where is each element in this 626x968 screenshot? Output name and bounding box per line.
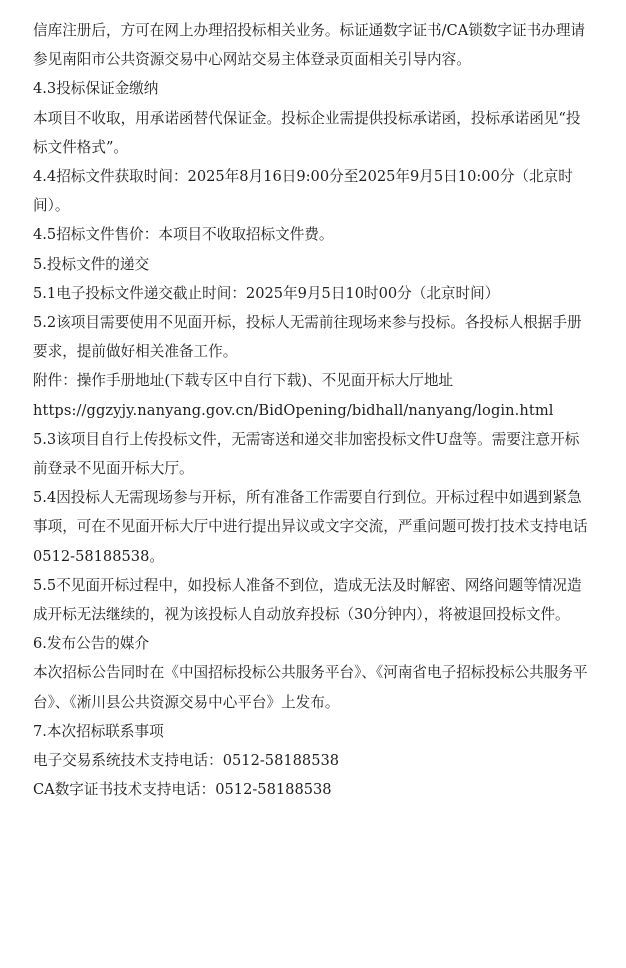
paragraph-5-1-deadline: 5.1电子投标文件递交截止时间：2025年9月5日10时00分（北京时间） [33, 284, 500, 302]
bid-hall-url-link[interactable]: https://ggzyjy.nanyang.gov.cn/BidOpening/bidhall/nanyang/login.html [33, 401, 554, 419]
contact-ca-certificate-support: CA数字证书技术支持电话：0512-58188538 [33, 781, 332, 799]
heading-6-media: 6.发布公告的媒介 [33, 635, 150, 653]
paragraph-bid-bond-commitment: 本项目不收取，用承诺函替代保证金。投标企业需提供投标承诺函，投标承诺函见“投标文件格式”。 [33, 109, 581, 156]
paragraph-5-2-remote-opening: 5.2该项目需要使用不见面开标，投标人无需前往现场来参与投标。各投标人根据手册要求，提前做好相关准备工作。 [33, 314, 582, 361]
paragraph-4-5-document-price: 4.5招标文件售价：本项目不收取招标文件费。 [33, 226, 334, 244]
paragraph-5-5-failure: 5.5不见面开标过程中，如投标人准备不到位，造成无法及时解密、网络问题等情况造成开标无法继续的，视为该投标人自动放弃投标（30分钟内），将被退回投标文件。 [33, 576, 582, 624]
paragraph-4-4-document-time: 4.4招标文件获取时间：2025年8月16日9:00分至2025年9月5日10:00分（北京时间）。 [33, 168, 573, 215]
paragraph-attachment: 附件：操作手册地址(下载专区中自行下载)、不见面开标大厅地址 [33, 372, 454, 390]
paragraph-5-3-upload: 5.3该项目自行上传投标文件，无需寄送和递交非加密投标文件U盘等。需要注意开标前登录不见面开标大厅。 [33, 430, 580, 478]
heading-5-submission: 5.投标文件的递交 [33, 255, 150, 273]
heading-4-3-bid-bond: 4.3投标保证金缴纳 [33, 80, 159, 98]
paragraph-publication-platforms: 本次招标公告同时在《中国招标投标公共服务平台》、《河南省电子招标投标公共服务平台》、《淅川县公共资源交易中心平台》上发布。 [33, 664, 588, 711]
paragraph-5-4-preparation: 5.4因投标人无需现场参与开标，所有准备工作需要自行到位。开标过程中如遇到紧急事项，可在不见面开标大厅中进行提出异议或文字交流，严重问题可拨打技术支持电话0512-58188538。 [33, 489, 588, 565]
paragraph-registration-ca: 信库注册后，方可在网上办理招投标相关业务。标证通数字证书/CA锁数字证书办理请参见南阳市公共资源交易中心网站交易主体登录页面相关引导内容。 [33, 22, 586, 69]
contact-trading-system-support: 电子交易系统技术支持电话：0512-58188538 [33, 752, 340, 770]
heading-7-contacts: 7.本次招标联系事项 [33, 722, 164, 740]
